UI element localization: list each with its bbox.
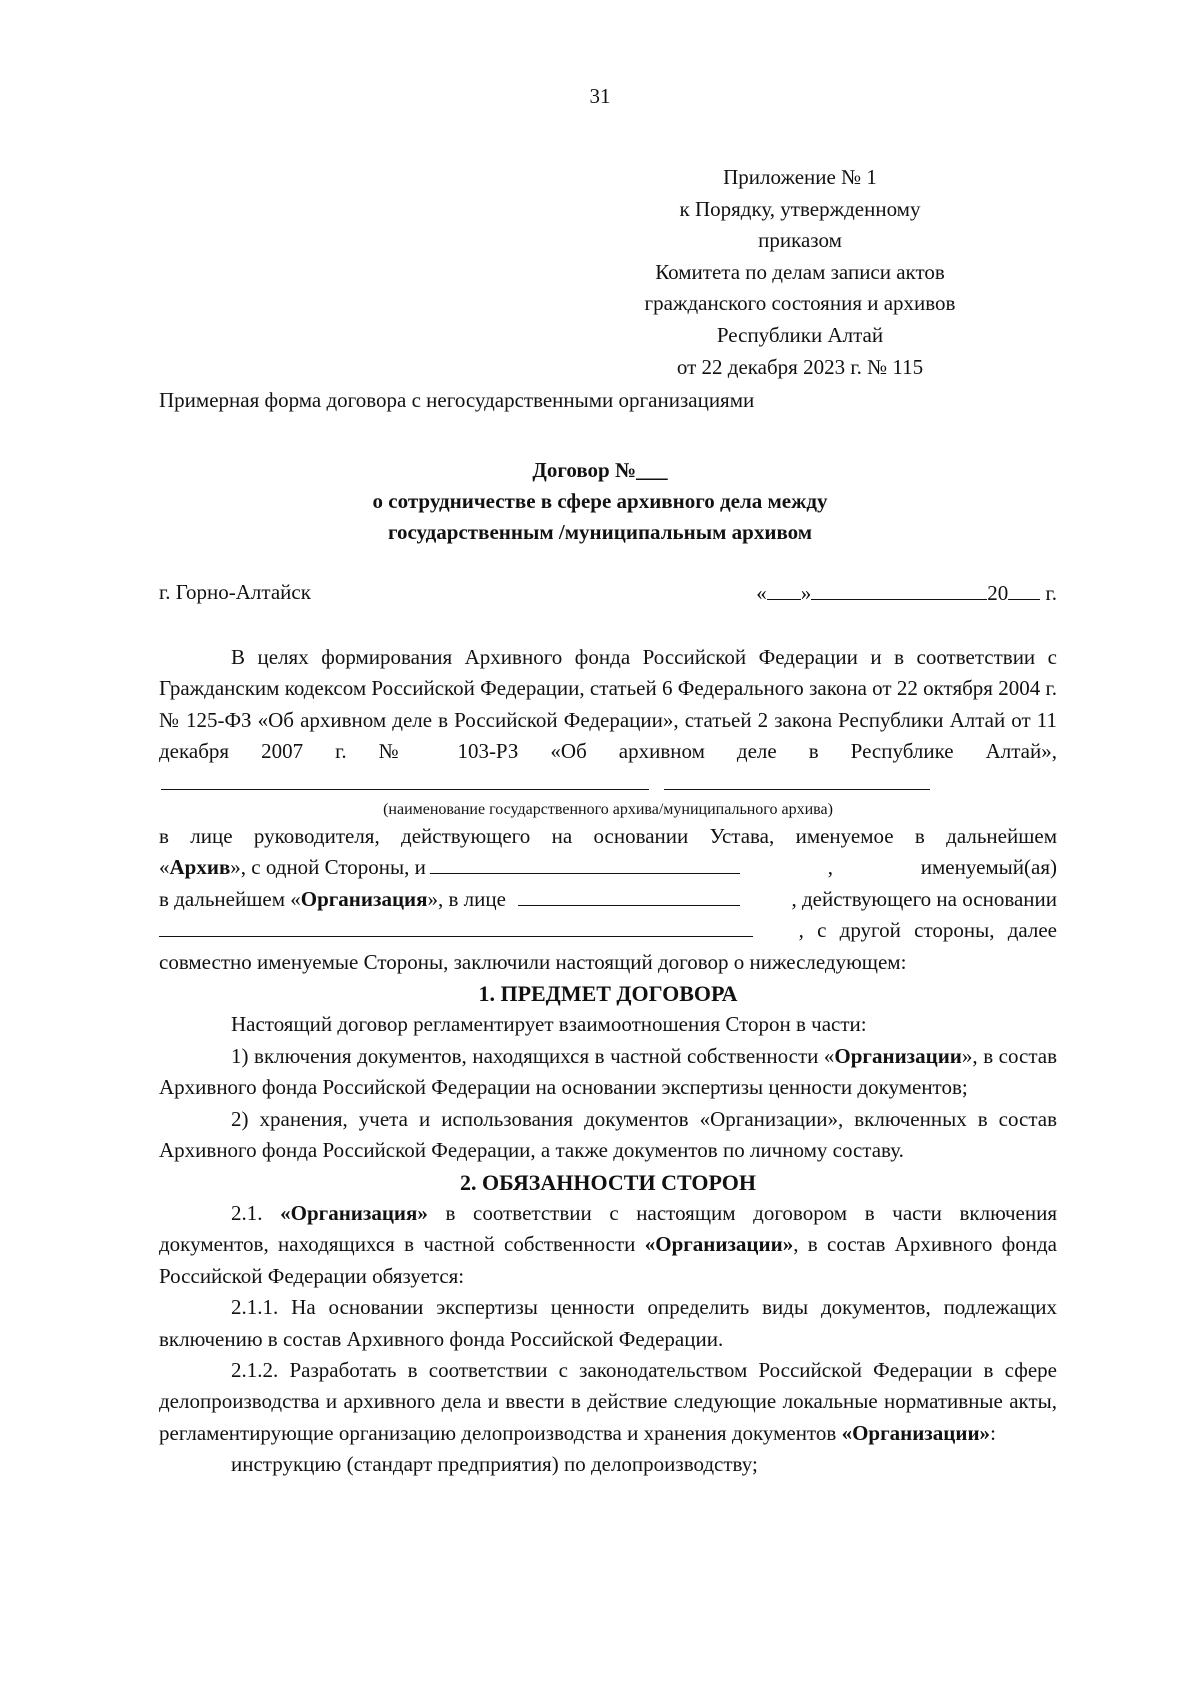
organization-term: Организация — [300, 886, 428, 911]
organization-line: в дальнейшем «Организация», в лице , действующего на основании — [159, 886, 1057, 911]
archive-line: «Архив», с одной Стороны, и , именуемый(ая) — [159, 855, 1057, 880]
basis-line: , с другой стороны, далее — [159, 915, 1057, 946]
contract-body — [159, 642, 1057, 1481]
archive-term: Архив — [169, 855, 231, 880]
section-1-item-2: 2) хранения, учета и использования документов «Организации», включенных в состав Архивного фонда Российской Федерации, а также документов по личному составу. — [159, 1106, 1057, 1163]
appendix-line: гражданского состояния и архивов — [644, 291, 956, 316]
day-blank — [767, 580, 801, 600]
page-number: 31 — [589, 84, 611, 108]
section-2-title: 2. ОБЯЗАННОСТИ СТОРОН — [459, 1169, 756, 1195]
place-date-line — [159, 580, 1057, 605]
archive-name-blank-2 — [664, 770, 930, 790]
contract-subject: о сотрудничестве в сфере архивного дела между — [372, 489, 828, 513]
contract-subject-2: государственным /муниципальным архивом — [387, 520, 813, 544]
appendix-line: от 22 декабря 2023 г. № 115 — [676, 354, 924, 379]
section-1-intro: Настоящий договор регламентирует взаимоотношения Сторон в части: — [231, 1012, 867, 1037]
section-1-title: 1. ПРЕДМЕТ ДОГОВОРА — [478, 981, 738, 1007]
appendix-line: Республики Алтай — [716, 322, 884, 347]
basis-blank — [159, 917, 753, 937]
section-1-item-1: 1) включения документов, находящихся в частной собственности «Организации», в состав Архивного фонда Российской Федерации на основании экспертизы ценности документов; — [159, 1043, 1058, 1100]
preamble-text-2: в лице руководителя, действующего на основании Устава, именуемое в дальнейшем — [159, 824, 1057, 849]
place: г. Горно-Алтайск — [159, 580, 311, 604]
clause-2-1: 2.1. «Организация» в соответствии с настоящим договором в части включения документов, находящихся в частной собственности «Организации», в состав Архивного фонда Российской Федерации обязуется: — [159, 1200, 1058, 1288]
contract-number: Договор №___ — [532, 458, 668, 482]
representative-blank — [518, 886, 740, 906]
year-blank — [1008, 580, 1040, 600]
appendix-line: Комитета по делам записи актов — [655, 259, 945, 284]
form-title: Примерная форма договора с негосударственными организациями — [159, 388, 755, 412]
instruction-item: инструкцию (стандарт предприятия) по делопроизводству; — [231, 1452, 758, 1477]
appendix-line: Приложение № 1 — [723, 165, 877, 189]
month-blank — [811, 580, 987, 600]
date-field: « » 20 г. — [756, 581, 1057, 605]
preamble-text: В целях формирования Архивного фонда Российской Федерации и в соответствии с Гражданским кодексом Российской Федерации, статьей 6 Федерального закона от 22 октября 2004 г. № 125-ФЗ «Об архивном деле в Российской Федерации», статьей 2 закона Республики Алтай от 11 декабря 2007 г. № 103-РЗ «Об архивном деле в Республике Алтай», — [159, 642, 1057, 799]
organization-name-blank — [430, 854, 740, 874]
clause-2-1-1: 2.1.1. На основании экспертизы ценности определить виды документов, подлежащих включению в состав Архивного фонда Российской Федерации. — [159, 1295, 1057, 1351]
archive-name-blank — [161, 770, 649, 790]
clause-2-1-2: 2.1.2. Разработать в соответствии с законодательством Российской Федерации в сфере делопроизводства и архивного дела и ввести в действие следующие локальные нормативные акты, регламентирующие организацию делопроизводства и хранения документов «Организации»: — [159, 1357, 1057, 1445]
archive-name-hint: (наименование государственного архива/муниципального архива) — [383, 801, 833, 819]
appendix-line: к Порядку, утвержденному приказом — [679, 196, 921, 253]
appendix-block — [640, 162, 960, 383]
contract-heading — [0, 455, 1200, 548]
jointly-text: совместно именуемые Стороны, заключили настоящий договор о нижеследующем: — [159, 949, 907, 974]
